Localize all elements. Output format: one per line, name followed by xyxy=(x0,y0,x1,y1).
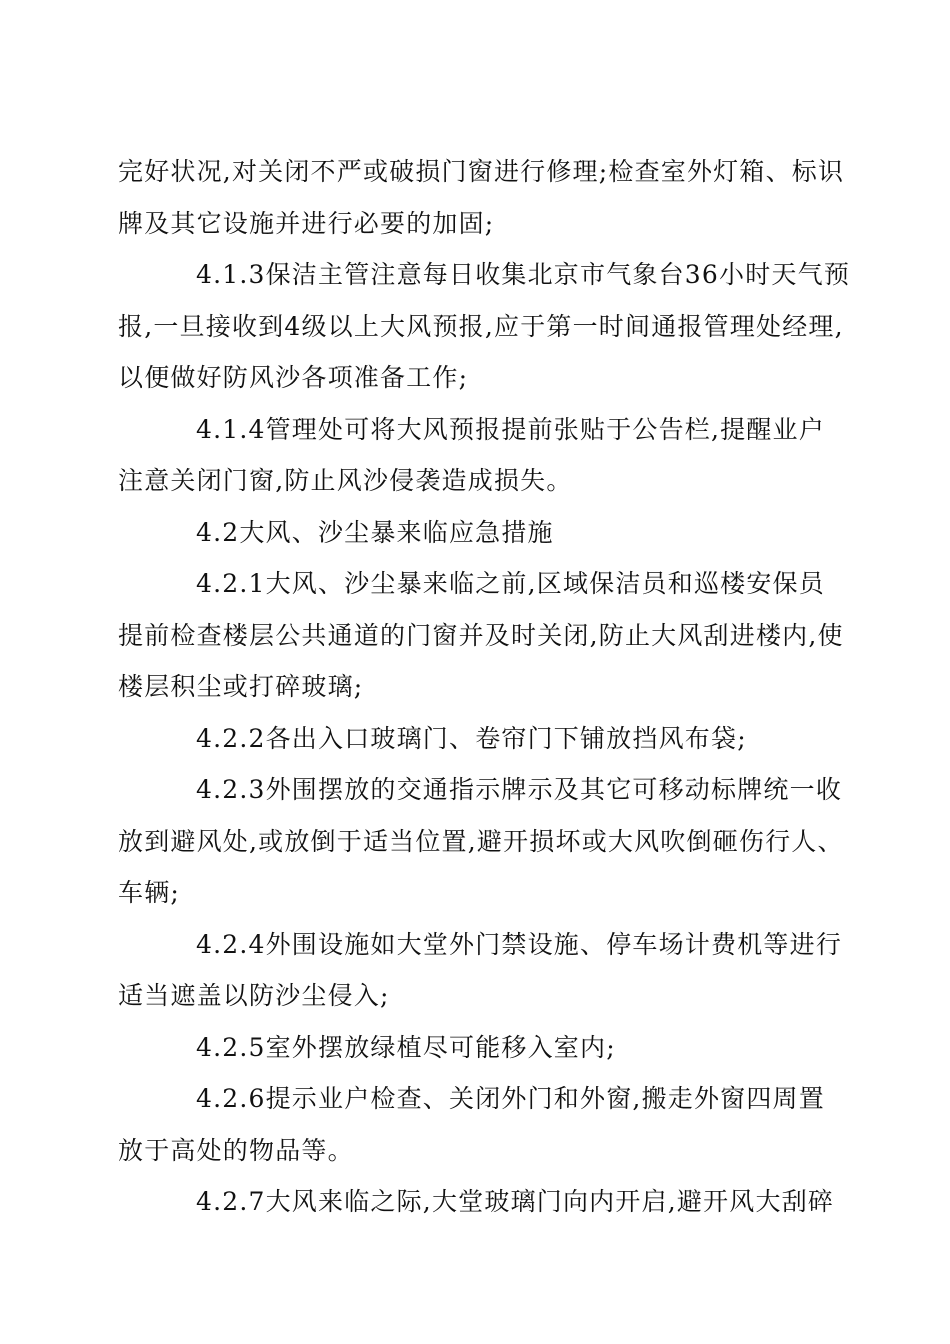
document-line: 楼层积尘或打碎玻璃; xyxy=(118,672,364,701)
document-line: 4.1.3保洁主管注意每日收集北京市气象台36小时天气预 xyxy=(196,260,851,289)
document-line: 4.2.4外围设施如大堂外门禁设施、停车场计费机等进行 xyxy=(196,929,843,959)
document-line: 注意关闭门窗,防止风沙侵袭造成损失。 xyxy=(118,466,573,495)
document-line: 4.2.6提示业户检查、关闭外门和外窗,搬走外窗四周置 xyxy=(196,1084,825,1113)
document-line: 4.2.7大风来临之际,大堂玻璃门向内开启,避开风大刮碎 xyxy=(196,1187,835,1216)
document-line: 4.2大风、沙尘暴来临应急措施 xyxy=(196,517,554,547)
document-line: 适当遮盖以防沙尘侵入; xyxy=(118,981,390,1010)
document-line: 4.2.5室外摆放绿植尽可能移入室内; xyxy=(196,1032,616,1062)
document-line: 牌及其它设施并进行必要的加固; xyxy=(118,208,495,238)
document-line: 完好状况,对关闭不严或破损门窗进行修理;检查室外灯箱、标识 xyxy=(118,157,845,186)
document-line: 4.2.2各出入口玻璃门、卷帘门下铺放挡风布袋; xyxy=(196,723,747,753)
document-line: 4.1.4管理处可将大风预报提前张贴于公告栏,提醒业户 xyxy=(196,414,825,444)
document-line: 以便做好防风沙各项准备工作; xyxy=(118,363,469,392)
document-line: 放到避风处,或放倒于适当位置,避开损坏或大风吹倒砸伤行人、 xyxy=(118,826,844,856)
document-line: 报,一旦接收到4级以上大风预报,应于第一时间通报管理处经理, xyxy=(118,311,844,341)
document-line: 4.2.3外围摆放的交通指示牌示及其它可移动标牌统一收 xyxy=(196,775,843,804)
document-line: 放于高处的物品等。 xyxy=(118,1135,354,1165)
document-line: 车辆; xyxy=(118,878,181,907)
document-line: 提前检查楼层公共通道的门窗并及时关闭,防止大风刮进楼内,使 xyxy=(118,620,844,650)
document-line: 4.2.1大风、沙尘暴来临之前,区域保洁员和巡楼安保员 xyxy=(196,569,825,598)
document-body xyxy=(118,146,851,1228)
